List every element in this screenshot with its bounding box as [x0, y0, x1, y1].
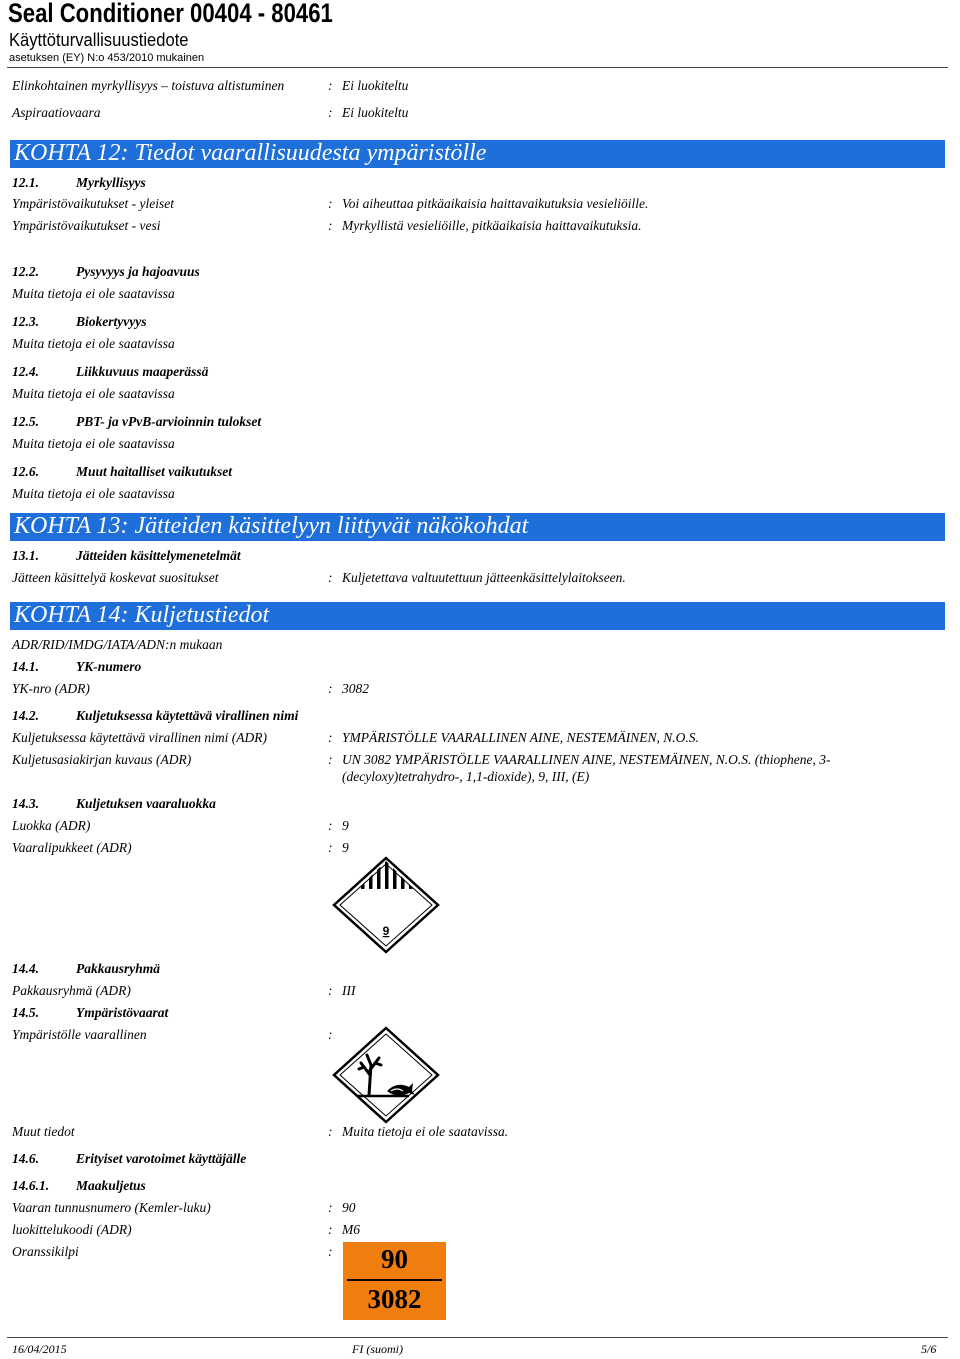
packing-group-label: Pakkausryhmä (ADR) [12, 983, 131, 998]
s12-6-text: Muita tietoja ei ole saatavissa [12, 486, 175, 501]
waste-colon: : [328, 570, 333, 585]
section-13-bar [10, 513, 945, 541]
s12-5-title: PBT- ja vPvB-arvioinnin tulokset [76, 414, 262, 429]
s12-1-num: 12.1. [12, 175, 39, 190]
kemler-colon: : [328, 1200, 333, 1215]
aspiration-value: Ei luokiteltu [342, 105, 409, 120]
doc-desc-value-line2: (decyloxy)tetrahydro-, 1,1-dioxide), 9, III, (E) [342, 769, 590, 784]
s12-4-text: Muita tietoja ei ole saatavissa [12, 386, 175, 401]
classification-code-label: luokittelukoodi (ADR) [12, 1222, 132, 1237]
s13-1-num: 13.1. [12, 548, 39, 563]
document-title: Seal Conditioner 00404 - 80461 [8, 0, 333, 28]
classification-code-colon: : [328, 1222, 333, 1237]
class-9-hazard-label-icon [331, 855, 441, 955]
stot-value: Ei luokiteltu [342, 78, 409, 93]
s12-2-text: Muita tietoja ei ole saatavissa [12, 286, 175, 301]
shipping-name-value: YMPÄRISTÖLLE VAARALLINEN AINE, NESTEMÄINEN, N.O.S. [342, 730, 699, 745]
class-9-number: 9 [382, 924, 390, 938]
env-general-colon: : [328, 196, 333, 211]
env-hazard-label: Ympäristölle vaarallinen [12, 1027, 147, 1042]
document-subtitle: Käyttöturvallisuustiedote [9, 30, 189, 50]
doc-desc-value-line1: UN 3082 YMPÄRISTÖLLE VAARALLINEN AINE, NESTEMÄINEN, N.O.S. (thiophene, 3- [342, 752, 831, 767]
footer-language: FI (suomi) [352, 1342, 403, 1356]
s14-4-num: 14.4. [12, 961, 39, 976]
aspiration-colon: : [328, 105, 333, 120]
s14-6-num: 14.6. [12, 1151, 39, 1166]
s14-2-title: Kuljetuksessa käytettävä virallinen nimi [76, 708, 299, 723]
env-water-label: Ympäristövaikutukset - vesi [12, 218, 161, 233]
s12-6-num: 12.6. [12, 464, 39, 479]
env-hazard-colon: : [328, 1027, 333, 1042]
hazard-labels-label: Vaaralipukkeet (ADR) [12, 840, 132, 855]
transport-intro: ADR/RID/IMDG/IATA/ADN:n mukaan [12, 637, 223, 652]
hazard-labels-colon: : [328, 840, 333, 855]
s14-4-title: Pakkausryhmä [76, 961, 161, 976]
un-colon: : [328, 681, 333, 696]
doc-desc-label: Kuljetusasiakirjan kuvaus (ADR) [12, 752, 192, 767]
orange-plate-divider [347, 1279, 442, 1281]
classification-code-value: M6 [342, 1222, 360, 1237]
aspiration-label: Aspiraatiovaara [12, 105, 101, 120]
s14-5-title: Ympäristövaarat [76, 1005, 169, 1020]
s14-3-title: Kuljetuksen vaaraluokka [76, 796, 216, 811]
s12-6-title: Muut haitalliset vaikutukset [76, 464, 233, 479]
s14-5-num: 14.5. [12, 1005, 39, 1020]
s14-6-1-num: 14.6.1. [12, 1178, 50, 1193]
s14-1-num: 14.1. [12, 659, 39, 674]
packing-group-colon: : [328, 983, 333, 998]
s12-1-title: Myrkyllisyys [76, 175, 146, 190]
orange-plate-label: Oranssikilpi [12, 1244, 79, 1259]
un-label: YK-nro (ADR) [12, 681, 90, 696]
section-14-title: KOHTA 14: Kuljetustiedot [14, 602, 270, 628]
other-info-colon: : [328, 1124, 333, 1139]
s12-2-title: Pysyvyys ja hajoavuus [76, 264, 200, 279]
s14-2-num: 14.2. [12, 708, 39, 723]
kemler-label: Vaaran tunnusnumero (Kemler-luku) [12, 1200, 211, 1215]
stot-colon: : [328, 78, 333, 93]
shipping-name-label: Kuljetuksessa käytettävä virallinen nimi (ADR) [12, 730, 267, 745]
other-info-label: Muut tiedot [12, 1124, 75, 1139]
s14-3-num: 14.3. [12, 796, 39, 811]
s12-3-num: 12.3. [12, 314, 39, 329]
s14-6-title: Erityiset varotoimet käyttäjälle [76, 1151, 247, 1166]
regulation-note: asetuksen (EY) N:o 453/2010 mukainen [9, 52, 205, 64]
s12-5-text: Muita tietoja ei ole saatavissa [12, 436, 175, 451]
orange-plate [343, 1242, 446, 1320]
orange-plate-hazard-number: 90 [381, 1244, 408, 1274]
s12-3-text: Muita tietoja ei ole saatavissa [12, 336, 175, 351]
stot-label: Elinkohtainen myrkyllisyys – toistuva altistuminen [12, 78, 285, 93]
shipping-name-colon: : [328, 730, 333, 745]
class-value: 9 [342, 818, 349, 833]
header-divider [7, 67, 948, 68]
class-colon: : [328, 818, 333, 833]
waste-value: Kuljetettava valtuutettuun jätteenkäsittelylaitokseen. [342, 570, 626, 585]
doc-desc-colon: : [328, 752, 333, 767]
s12-3-title: Biokertyvyys [76, 314, 147, 329]
class-label: Luokka (ADR) [12, 818, 91, 833]
hazard-labels-value: 9 [342, 840, 349, 855]
un-value: 3082 [342, 681, 369, 696]
section-12-title: KOHTA 12: Tiedot vaarallisuudesta ympäristölle [14, 140, 487, 166]
packing-group-value: III [342, 983, 356, 998]
s14-6-1-title: Maakuljetus [76, 1178, 146, 1193]
footer-page-number: 5/6 [921, 1342, 937, 1356]
section-14-bar [10, 602, 945, 630]
section-12-bar [10, 140, 945, 168]
env-water-colon: : [328, 218, 333, 233]
section-13-title: KOHTA 13: Jätteiden käsittelyyn liittyvät näkökohdat [14, 513, 529, 539]
env-general-label: Ympäristövaikutukset - yleiset [12, 196, 174, 211]
kemler-value: 90 [342, 1200, 356, 1215]
waste-label: Jätteen käsittelyä koskevat suositukset [12, 570, 219, 585]
s14-1-title: YK-numero [76, 659, 142, 674]
s12-4-num: 12.4. [12, 364, 39, 379]
s12-2-num: 12.2. [12, 264, 39, 279]
other-info-value: Muita tietoja ei ole saatavissa. [342, 1124, 509, 1139]
env-general-value: Voi aiheuttaa pitkäaikaisia haittavaikutuksia vesieliöille. [342, 196, 649, 211]
s13-1-title: Jätteiden käsittelymenetelmät [76, 548, 241, 563]
s12-5-num: 12.5. [12, 414, 39, 429]
footer-date: 16/04/2015 [12, 1342, 67, 1356]
orange-plate-un-number: 3082 [367, 1284, 422, 1314]
env-water-value: Myrkyllistä vesieliöille, pitkäaikaisia haittavaikutuksia. [342, 218, 642, 233]
orange-plate-colon: : [328, 1244, 333, 1259]
footer-divider [7, 1337, 948, 1338]
s12-4-title: Liikkuvuus maaperässä [76, 364, 209, 379]
environment-hazard-icon [331, 1025, 441, 1125]
